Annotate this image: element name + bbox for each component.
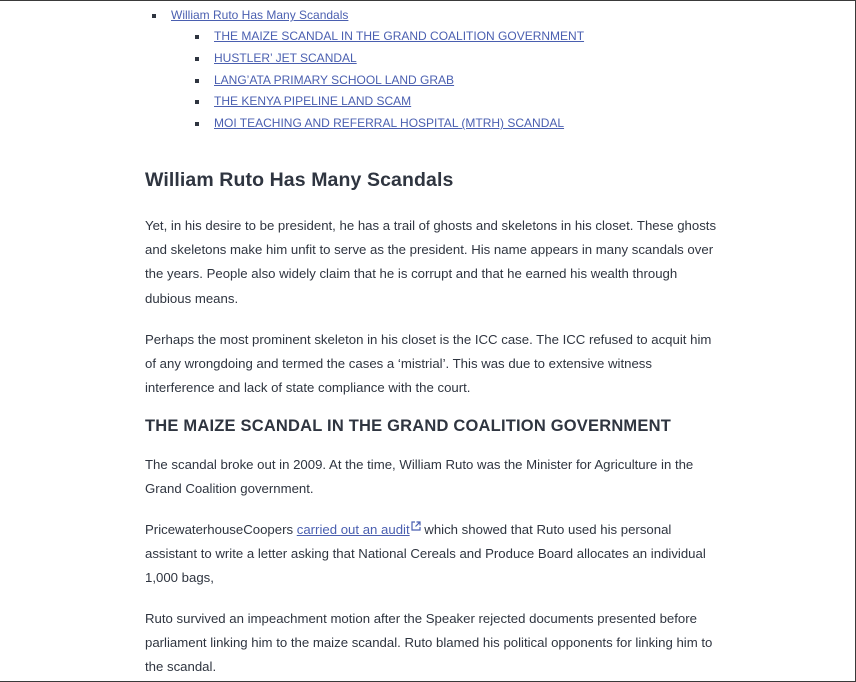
external-link-icon bbox=[411, 521, 421, 531]
toc-sublist bbox=[195, 28, 584, 132]
bullet-icon bbox=[195, 122, 199, 126]
toc-subitem bbox=[195, 72, 584, 89]
audit-link[interactable]: carried out an audit bbox=[296, 522, 410, 537]
maize-section-heading: THE MAIZE SCANDAL IN THE GRAND COALITION GOVERNMENT bbox=[145, 417, 671, 435]
toc-item-main bbox=[152, 7, 584, 132]
intro-paragraph-2: Perhaps the most prominent skeleton in his closet is the ICC case. The ICC refused to acquit him of any wrongdoing and termed the cases a ‘mistrial’. This was due to extensive witness interference and lack of state compliance with the court. bbox=[145, 332, 712, 396]
maize-paragraph-3: Ruto survived an impeachment motion after the Speaker rejected documents presented before parliament linking him to the maize scandal. Ruto blamed his political opponents for linking him to the scandal. bbox=[145, 611, 713, 675]
table-of-contents bbox=[152, 7, 584, 137]
article-title: William Ruto Has Many Scandals bbox=[145, 169, 454, 191]
toc-subitem bbox=[195, 28, 584, 45]
bullet-icon bbox=[195, 79, 199, 83]
toc-subitem bbox=[195, 115, 584, 132]
maize-paragraph-2 bbox=[145, 518, 725, 591]
toc-link-hustler-jet[interactable]: HUSTLER’ JET SCANDAL bbox=[214, 50, 357, 65]
bullet-icon bbox=[195, 35, 199, 39]
toc-link-main[interactable]: William Ruto Has Many Scandals bbox=[171, 8, 349, 22]
toc-subitem bbox=[195, 93, 584, 110]
toc-subitem bbox=[195, 50, 584, 67]
bullet-icon bbox=[195, 100, 199, 104]
toc-link-langata-land-grab[interactable]: LANG’ATA PRIMARY SCHOOL LAND GRAB bbox=[214, 72, 455, 87]
toc-link-pipeline-scam[interactable]: THE KENYA PIPELINE LAND SCAM bbox=[214, 94, 412, 109]
pwc-text: PricewaterhouseCoopers bbox=[145, 522, 297, 537]
bullet-icon bbox=[195, 57, 199, 61]
audit-text: which showed that Ruto used his personal assistant to write a letter asking that National Cereals and Produce Board allocates an individual 1,000 bags, bbox=[145, 522, 706, 586]
intro-paragraph-1: Yet, in his desire to be president, he has a trail of ghosts and skeletons in his closet. These ghosts and skeletons make him unfit to serve as the president. His name appears in many scandals over the years. People also widely claim that he is corrupt and that he earned his wealth through dubious means. bbox=[145, 218, 717, 306]
toc-link-mtrh-scandal[interactable]: MOI TEACHING AND REFERRAL HOSPITAL (MTRH) SCANDAL bbox=[214, 116, 565, 131]
bullet-icon bbox=[152, 14, 156, 18]
maize-paragraph-1: The scandal broke out in 2009. At the time, William Ruto was the Minister for Agriculture in the Grand Coalition government. bbox=[145, 457, 694, 497]
toc-link-maize-scandal[interactable]: THE MAIZE SCANDAL IN THE GRAND COALITION GOVERNMENT bbox=[214, 29, 585, 43]
